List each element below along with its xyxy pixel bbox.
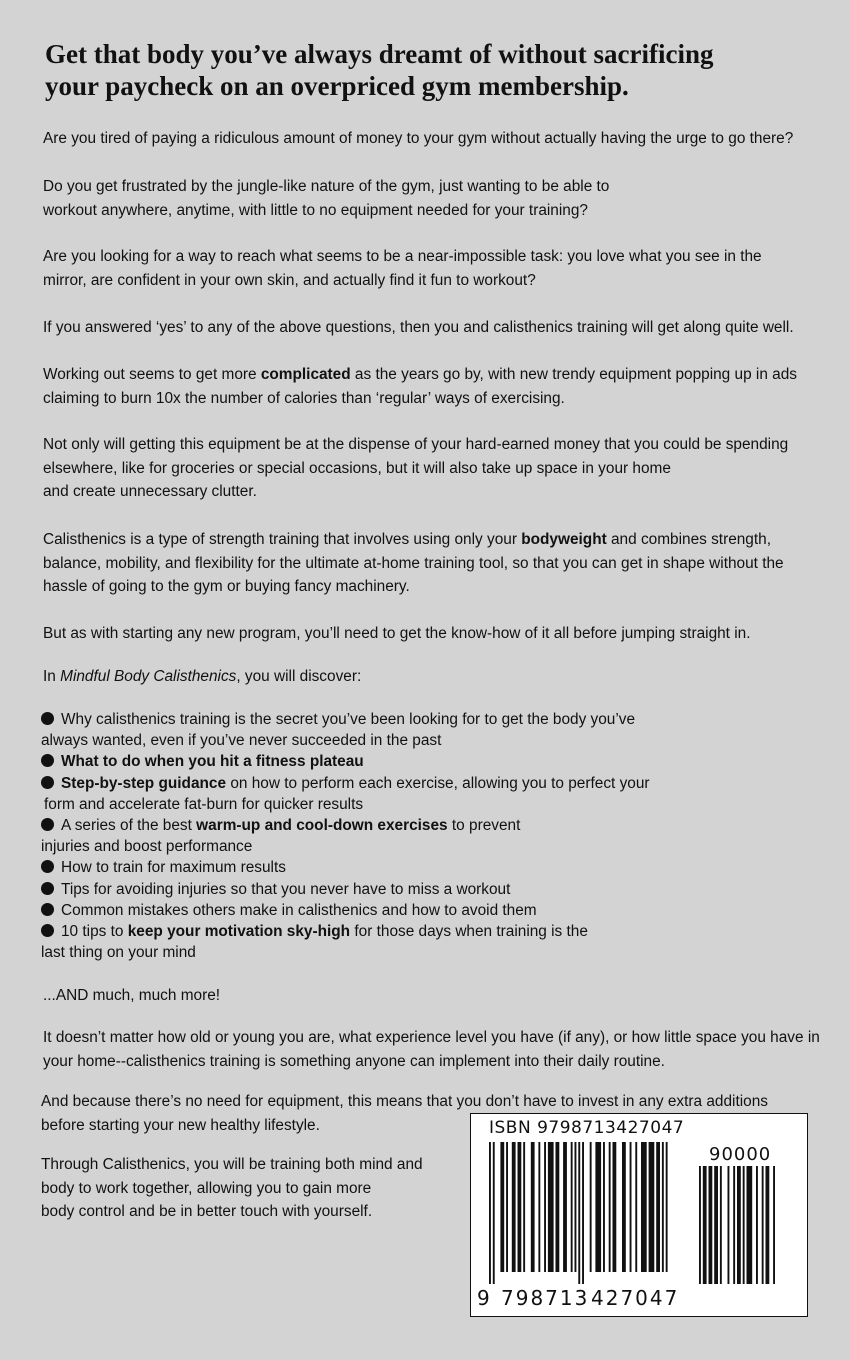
addon-barcode-bars — [699, 1166, 794, 1304]
list-item — [41, 773, 741, 815]
headline-line-2: your paycheck on an overpriced gym membership. — [45, 71, 629, 101]
list-item-text: How to train for maximum results — [61, 859, 286, 877]
paragraph-10: ...AND much, much more! — [43, 987, 221, 1004]
bullet-icon — [41, 754, 54, 767]
list-item-text-cont: always wanted, even if you’ve never succeeded in the past — [41, 732, 442, 750]
list-item — [41, 857, 741, 878]
list-item-text: Common mistakes others make in calisthenics and how to avoid them — [61, 901, 537, 919]
bullet-icon — [41, 882, 54, 895]
barcode-bar — [523, 1142, 525, 1272]
paragraph-8: But as with starting any new program, you’ll need to get the know-how of it all before jumping straight in. — [43, 625, 751, 642]
paragraph-9-text: In — [43, 668, 61, 685]
headline-line-1: Get that body you’ve always dreamt of without sacrificing — [45, 39, 714, 69]
list-item-text-cont: injuries and boost performance — [41, 838, 253, 856]
barcode-bar — [538, 1142, 540, 1272]
barcode-bar — [703, 1166, 707, 1284]
list-item-text-cont: last thing on your mind — [41, 944, 196, 962]
paragraph-12-line-1: And because there’s no need for equipment, this means that you don’t have to invest in any extra additions — [41, 1093, 768, 1110]
bullet-icon — [41, 860, 54, 873]
bullet-icon — [41, 903, 54, 916]
list-item — [41, 900, 741, 921]
bullet-icon — [41, 818, 54, 831]
paragraph-6 — [43, 433, 833, 504]
barcode-bar — [762, 1166, 764, 1284]
paragraph-6-main: Not only will getting this equipment be at the dispense of your hard-earned money that you could be spending elsewhere, like for groceries or special occasions, but it will also take up space in your home — [43, 436, 789, 477]
list-item — [41, 921, 741, 963]
barcode-digits-left: 798713 — [501, 1286, 590, 1310]
barcode-bar — [590, 1142, 592, 1272]
barcode-bar — [641, 1142, 647, 1272]
list-item — [41, 879, 741, 900]
isbn-label: ISBN 9798713427047 — [489, 1118, 685, 1138]
paragraph-4: If you answered ‘yes’ to any of the above questions, then you and calisthenics training will get along quite well. — [43, 319, 794, 336]
paragraph-1: Are you tired of paying a ridiculous amount of money to your gym without actually having the urge to go there? — [43, 130, 794, 147]
book-title: Mindful Body Calisthenics — [60, 668, 237, 685]
barcode-bar — [531, 1142, 535, 1272]
barcode-bar — [518, 1142, 522, 1272]
paragraph-6-end: and create unnecessary clutter. — [43, 483, 257, 500]
paragraph-7-text: Calisthenics is a type of strength training that involves using only your — [43, 531, 522, 548]
list-item — [41, 709, 741, 751]
headline — [45, 38, 805, 102]
barcode-bar — [489, 1142, 491, 1284]
barcode-bar — [544, 1142, 546, 1272]
bullet-icon — [41, 712, 54, 725]
barcode-digit-first: 9 — [477, 1286, 490, 1310]
barcode-bar — [493, 1142, 495, 1284]
list-item-text: Why calisthenics training is the secret you’ve been looking for to get the body you’ve — [61, 711, 636, 728]
paragraph-13-line-1: Through Calisthenics, you will be training both mind and — [41, 1156, 423, 1173]
barcode-bar — [747, 1166, 753, 1284]
paragraph-12-line-2: before starting your new healthy lifestyle. — [41, 1116, 320, 1134]
paragraph-5-bold: complicated — [260, 366, 351, 383]
bullet-icon — [41, 924, 54, 937]
list-item — [41, 751, 741, 772]
barcode-bar — [556, 1142, 560, 1272]
barcode-bar — [512, 1142, 516, 1272]
discover-list — [41, 709, 741, 963]
barcode-bar — [609, 1142, 611, 1272]
paragraph-2-line-2: workout anywhere, anytime, with little to no equipment needed for your training? — [43, 201, 588, 219]
bullet-icon — [41, 776, 54, 789]
barcode-bar — [582, 1142, 584, 1284]
paragraph-9-rest: , you will discover: — [236, 668, 362, 685]
list-item-text: on how to perform each exercise, allowing you to perfect your — [226, 774, 650, 792]
barcode-bar — [666, 1142, 668, 1272]
barcode-bar — [662, 1142, 664, 1272]
barcode-bar — [714, 1166, 718, 1284]
paragraph-13 — [41, 1153, 451, 1224]
list-item-bold: What to do when you hit a fitness plateau — [61, 753, 364, 771]
barcode-bar — [613, 1142, 617, 1272]
barcode-bar — [656, 1142, 660, 1272]
list-item-text-rest: to prevent — [447, 817, 521, 835]
paragraph-2-line-1: Do you get frustrated by the jungle-like nature of the gym, just wanting to be able to — [43, 178, 610, 195]
list-item-text-rest: for those days when training is the — [350, 923, 588, 941]
barcode-bar — [635, 1142, 637, 1272]
barcode-digits-right: 427047 — [591, 1286, 680, 1310]
list-item — [41, 815, 741, 857]
barcode-bar — [563, 1142, 567, 1272]
barcode-bar — [728, 1166, 730, 1284]
price-code: 90000 — [709, 1144, 772, 1165]
barcode-bar — [575, 1142, 577, 1272]
paragraph-7 — [43, 528, 813, 599]
barcode-bar — [773, 1166, 775, 1284]
paragraph-3: Are you looking for a way to reach what seems to be a near-impossible task: you love what you see in the mirror, are confident in your own skin, and actually find it fun to workout? — [43, 248, 762, 289]
barcode-bar — [578, 1142, 580, 1284]
isbn-barcode — [470, 1113, 808, 1317]
list-item-text: A series of the best — [61, 817, 197, 835]
barcode-bar — [603, 1142, 605, 1272]
list-item-text-cont: form and accelerate fat-burn for quicker results — [44, 795, 364, 813]
barcode-bar — [571, 1142, 573, 1272]
barcode-bar — [595, 1142, 601, 1272]
list-item-text: Tips for avoiding injuries so that you never have to miss a workout — [61, 880, 511, 898]
paragraph-13-line-3: body control and be in better touch with yourself. — [41, 1203, 373, 1220]
list-item-bold: keep your motivation sky-high — [127, 923, 351, 941]
barcode-bar — [756, 1166, 758, 1284]
paragraph-5-rest: as the years go by, with new trendy equipment popping up in ads claiming to burn 10x the number of calories than ‘regular’ ways of exercising. — [43, 366, 797, 407]
barcode-bar — [743, 1166, 745, 1284]
barcode-bar — [709, 1166, 713, 1284]
barcode-bar — [500, 1142, 504, 1272]
barcode-bar — [649, 1142, 655, 1272]
barcode-bar — [506, 1142, 508, 1272]
list-item-bold: Step-by-step guidance — [61, 774, 227, 792]
barcode-bar — [630, 1142, 632, 1272]
barcode-bar — [720, 1166, 722, 1284]
paragraph-5-text: Working out seems to get more — [43, 366, 261, 383]
paragraph-9 — [43, 665, 833, 689]
paragraph-5 — [43, 363, 833, 410]
barcode-bar — [766, 1166, 770, 1284]
paragraph-2 — [43, 175, 833, 222]
barcode-bar — [548, 1142, 554, 1272]
barcode-bar — [622, 1142, 626, 1272]
list-item-bold: warm-up and cool-down exercises — [196, 817, 448, 835]
barcode-bars — [489, 1142, 694, 1307]
paragraph-11: It doesn’t matter how old or young you are, what experience level you have (if any), or how little space you have in your home--calisthenics training is something anyone can implement into their daily routine. — [43, 1029, 820, 1070]
barcode-bar — [733, 1166, 735, 1284]
paragraph-7-rest: and combines strength, balance, mobility, and flexibility for the ultimate at-home training tool, so that you can get in shape without the hassle of going to the gym or buying fancy machinery. — [43, 531, 784, 595]
barcode-bar — [699, 1166, 701, 1284]
paragraph-7-bold: bodyweight — [521, 531, 607, 548]
paragraph-13-line-2: body to work together, allowing you to gain more — [41, 1179, 372, 1197]
barcode-bar — [737, 1166, 741, 1284]
list-item-text: 10 tips to — [61, 923, 128, 941]
